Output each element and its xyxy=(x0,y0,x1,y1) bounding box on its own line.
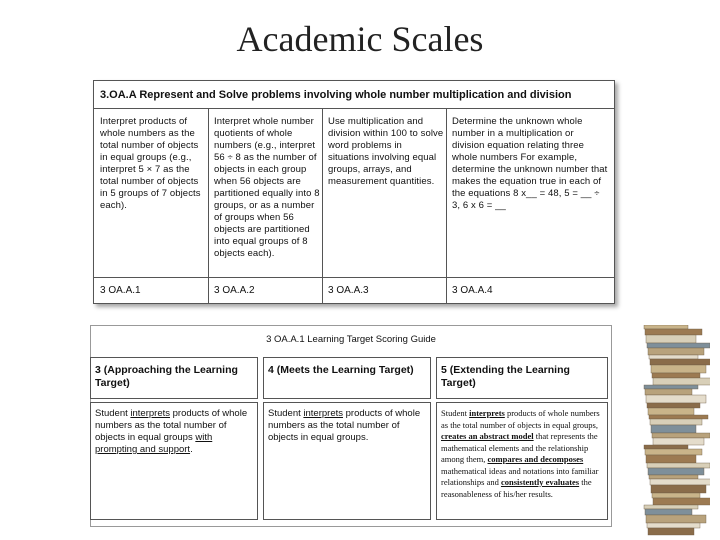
book xyxy=(651,485,706,493)
book xyxy=(647,343,710,348)
book xyxy=(652,433,710,438)
book xyxy=(645,329,702,335)
standard-code-a1: 3 OA.A.1 xyxy=(100,285,141,296)
book xyxy=(649,355,698,359)
level-3-description xyxy=(90,402,258,520)
emphasis: with prompting and support xyxy=(95,432,213,455)
book xyxy=(647,463,710,468)
book xyxy=(653,378,710,385)
text: Student xyxy=(441,408,470,418)
book xyxy=(653,498,710,505)
level-4-heading: 4 (Meets the Learning Target) xyxy=(263,357,431,399)
text: Student xyxy=(268,408,304,419)
text: products of whole numbers as the total number of objects in equal groups xyxy=(95,408,248,443)
book xyxy=(648,408,694,415)
standard-text-a4: Determine the unknown whole number in a multiplication or division equation relating three whole numbers For example, determine the unknown number that makes the equation true in each of the equations 8 x__ = 48, 5 = __ ÷ 3, 6 x 6 = __ xyxy=(452,116,608,211)
emphasis: creates an abstract model xyxy=(441,431,534,441)
book xyxy=(644,505,698,509)
text: Student xyxy=(95,408,131,419)
book xyxy=(647,523,700,528)
book xyxy=(645,389,692,395)
standard-text-a2: Interpret whole number quotients of whole numbers (e.g., interpret 56 ÷ 8 as the number of objects in each group when 56 objects are partitioned equally into 8 groups, or as a number of groups when 56 objects are partitioned into equal groups of 8 objects each). xyxy=(214,116,320,259)
level-5-heading: 5 (Extending the Learning Target) xyxy=(436,357,608,399)
column-divider xyxy=(322,109,323,303)
book xyxy=(649,475,698,479)
book xyxy=(645,509,692,515)
book xyxy=(649,415,708,419)
text: mathematical ideas and notations into familiar relationships and xyxy=(441,465,599,487)
book xyxy=(646,515,706,523)
book xyxy=(653,438,704,445)
text: products of whole numbers as the total number of objects in equal groups, xyxy=(441,408,600,430)
text: that represents the mathematical elements and the relationship among them, xyxy=(441,431,598,464)
book xyxy=(644,385,698,389)
book xyxy=(646,455,696,463)
standard-text-a1: Interpret products of whole numbers as the total number of objects in equal groups (e.g., interpret 5 × 7 as the total number of objects in 5 groups of 7 objects each). xyxy=(100,116,201,211)
book xyxy=(651,425,696,433)
book xyxy=(646,335,696,343)
row-divider xyxy=(94,277,614,278)
text: the reasonableness of his/her results. xyxy=(441,477,592,499)
emphasis: compares and decomposes xyxy=(487,454,584,464)
book xyxy=(650,419,702,425)
book xyxy=(650,479,710,485)
level-5-description xyxy=(436,402,608,520)
book-stack-image xyxy=(640,325,710,537)
standards-table xyxy=(93,80,615,304)
column-divider xyxy=(208,109,209,303)
scoring-guide-title: 3 OA.A.1 Learning Target Scoring Guide xyxy=(266,334,436,345)
standard-text-a3: Use multiplication and division within 100 to solve word problems in situations involving equal groups, arrays, and measurement quantities. xyxy=(328,116,444,187)
book xyxy=(648,348,704,355)
book xyxy=(652,373,700,378)
page-title: Academic Scales xyxy=(236,19,484,59)
book xyxy=(644,325,688,329)
book xyxy=(651,365,706,373)
standard-code-a2: 3 OA.A.2 xyxy=(214,285,255,296)
text: products of whole numbers as the total number of objects in equal groups. xyxy=(268,408,421,443)
book xyxy=(648,468,704,475)
book xyxy=(646,395,706,403)
book xyxy=(645,449,702,455)
book xyxy=(648,528,694,535)
standard-code-a4: 3 OA.A.4 xyxy=(452,285,493,296)
emphasis: interprets xyxy=(303,408,343,419)
emphasis: interprets xyxy=(469,408,505,418)
book xyxy=(652,493,700,498)
book xyxy=(647,403,700,408)
level-4-description xyxy=(263,402,431,520)
emphasis: consistently evaluates xyxy=(500,477,580,487)
book xyxy=(644,445,688,449)
standard-code-a3: 3 OA.A.3 xyxy=(328,285,369,296)
text: . xyxy=(190,444,193,455)
level-3-heading: 3 (Approaching the Learning Target) xyxy=(90,357,258,399)
column-divider xyxy=(446,109,447,303)
book xyxy=(650,359,710,365)
emphasis: interprets xyxy=(130,408,170,419)
standard-heading: 3.OA.A Represent and Solve problems involving whole number multiplication and division xyxy=(94,81,614,109)
